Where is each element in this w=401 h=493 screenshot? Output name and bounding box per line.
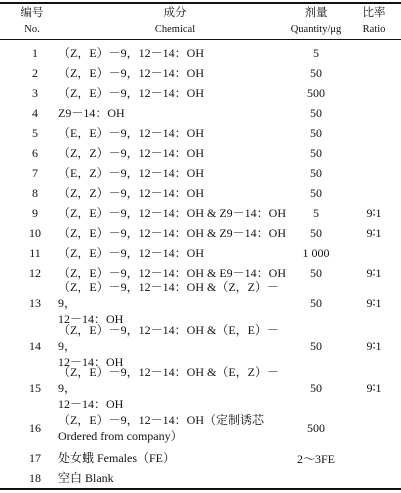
row-ratio <box>350 143 398 163</box>
row-quantity <box>283 468 349 488</box>
row-chemical: （Z，E）－9，12－14：OH <box>58 86 204 100</box>
row-chemical: （Z，E）－9，12－14：OH <box>58 246 204 260</box>
row-chemical-line1: （Z，E）－9，12－14：OH &（E，Z）－9， <box>58 365 279 395</box>
row-quantity: 50 <box>310 338 322 353</box>
row-chemical <box>58 280 296 326</box>
bottom-rule <box>0 488 401 490</box>
row-no: 14 <box>29 338 41 353</box>
table-header <box>0 4 401 39</box>
row-ratio: 9∶1 <box>366 225 382 240</box>
table-row <box>0 143 401 163</box>
row-ratio <box>350 183 398 203</box>
row-ratio <box>350 448 398 468</box>
header-ratio-en: Ratio <box>362 24 386 35</box>
table-row <box>0 408 401 448</box>
row-quantity: 50 <box>310 265 322 280</box>
header-ratio-zh: 比率 <box>362 5 386 19</box>
table-row <box>0 280 401 326</box>
row-chemical: （Z，E）－9，12－14：OH & E9－14：OH <box>58 266 286 280</box>
row-ratio <box>350 123 398 143</box>
row-ratio <box>350 163 398 183</box>
table-row <box>0 123 401 143</box>
row-no: 4 <box>32 105 38 120</box>
row-chemical-line2: Ordered from company） <box>58 429 183 443</box>
row-chemical: （E，Z）－9，12－14：OH <box>58 166 204 180</box>
row-no: 3 <box>32 85 38 100</box>
row-quantity: 50 <box>310 165 322 180</box>
table-row <box>0 103 401 123</box>
row-ratio <box>350 408 398 448</box>
table-row <box>0 63 401 83</box>
row-no: 10 <box>29 225 41 240</box>
row-chemical-line2: 12－14：OH <box>58 397 124 411</box>
row-chemical <box>58 365 296 411</box>
row-no: 9 <box>32 205 38 220</box>
row-quantity: 50 <box>310 185 322 200</box>
row-quantity: 2～3FE <box>296 451 335 466</box>
header-no-zh: 编号 <box>20 5 44 19</box>
row-ratio: 9∶1 <box>366 265 382 280</box>
table-row <box>0 43 401 63</box>
row-no: 13 <box>29 295 41 310</box>
row-quantity: 5 <box>313 205 319 220</box>
row-chemical: 空白 Blank <box>58 471 114 485</box>
row-chemical: （Z，E）－9，12－14：OH & Z9－14：OH <box>58 206 286 220</box>
table-row <box>0 468 401 488</box>
row-quantity: 5 <box>313 45 319 60</box>
row-quantity: 500 <box>307 420 325 435</box>
table-row <box>0 323 401 369</box>
row-chemical-line2: 12－14：OH <box>58 355 124 369</box>
row-no: 15 <box>29 380 41 395</box>
row-ratio <box>350 103 398 123</box>
row-ratio <box>350 468 398 488</box>
row-quantity: 50 <box>310 125 322 140</box>
header-quantity-zh: 剂量 <box>304 5 328 19</box>
row-ratio <box>350 243 398 263</box>
row-chemical: 处女蛾 Females（FE） <box>58 451 175 465</box>
row-quantity: 500 <box>307 85 325 100</box>
header-no-en: No. <box>24 24 40 35</box>
table-row <box>0 365 401 411</box>
header-chemical <box>55 4 295 39</box>
row-no: 17 <box>29 450 41 465</box>
row-quantity: 50 <box>310 295 322 310</box>
row-ratio <box>350 63 398 83</box>
row-chemical-line1: （Z，E）－9，12－14：OH &（E，E）－9， <box>58 323 279 353</box>
row-no: 6 <box>32 145 38 160</box>
row-chemical-line1: （Z，E）－9，12－14：OH &（Z，Z）－9， <box>58 280 279 310</box>
row-no: 16 <box>29 420 41 435</box>
header-no <box>12 4 52 39</box>
row-quantity: 1 000 <box>302 245 330 260</box>
row-chemical <box>58 408 296 448</box>
row-no: 7 <box>32 165 38 180</box>
row-chemical <box>58 323 296 369</box>
row-chemical: （Z，Z）－9，12－14：OH <box>58 186 204 200</box>
row-chemical-line2: 12－14：OH <box>58 312 124 326</box>
table-row <box>0 163 401 183</box>
row-chemical-line1: （Z，E）－9，12－14：OH（定制诱芯 <box>58 413 264 427</box>
row-quantity: 50 <box>310 65 322 80</box>
row-chemical: Z9－14：OH <box>58 106 125 120</box>
table-row <box>0 243 401 263</box>
table-row <box>0 223 401 243</box>
row-no: 12 <box>29 265 41 280</box>
row-no: 5 <box>32 125 38 140</box>
table-row <box>0 183 401 203</box>
header-chemical-zh: 成分 <box>163 5 187 19</box>
row-ratio: 9∶1 <box>366 205 382 220</box>
row-no: 8 <box>32 185 38 200</box>
row-ratio: 9∶1 <box>366 380 382 395</box>
row-chemical: （Z，E）－9，12－14：OH <box>58 66 204 80</box>
row-ratio <box>350 83 398 103</box>
header-quantity <box>283 4 349 39</box>
row-no: 1 <box>32 45 38 60</box>
row-quantity: 50 <box>310 105 322 120</box>
row-chemical: （Z，Z）－9，12－14：OH <box>58 146 204 160</box>
row-ratio: 9∶1 <box>366 295 382 310</box>
row-ratio <box>350 43 398 63</box>
table-row <box>0 203 401 223</box>
row-chemical: （Z，E）－9，12－14：OH <box>58 46 204 60</box>
header-ratio <box>350 4 398 39</box>
table-row <box>0 448 401 468</box>
row-no: 11 <box>29 245 41 260</box>
row-chemical: （Z，E）－9，12－14：OH & Z9－14：OH <box>58 226 286 240</box>
row-quantity: 50 <box>310 225 322 240</box>
row-no: 18 <box>29 470 41 485</box>
header-chemical-en: Chemical <box>154 24 196 35</box>
row-ratio: 9∶1 <box>366 338 382 353</box>
row-no: 2 <box>32 65 38 80</box>
table-row <box>0 83 401 103</box>
header-rule <box>0 39 401 40</box>
row-quantity: 50 <box>310 145 322 160</box>
row-chemical: （E，E）－9，12－14：OH <box>58 126 204 140</box>
row-quantity: 50 <box>310 380 322 395</box>
header-quantity-en: Quantity/μg <box>290 24 342 35</box>
